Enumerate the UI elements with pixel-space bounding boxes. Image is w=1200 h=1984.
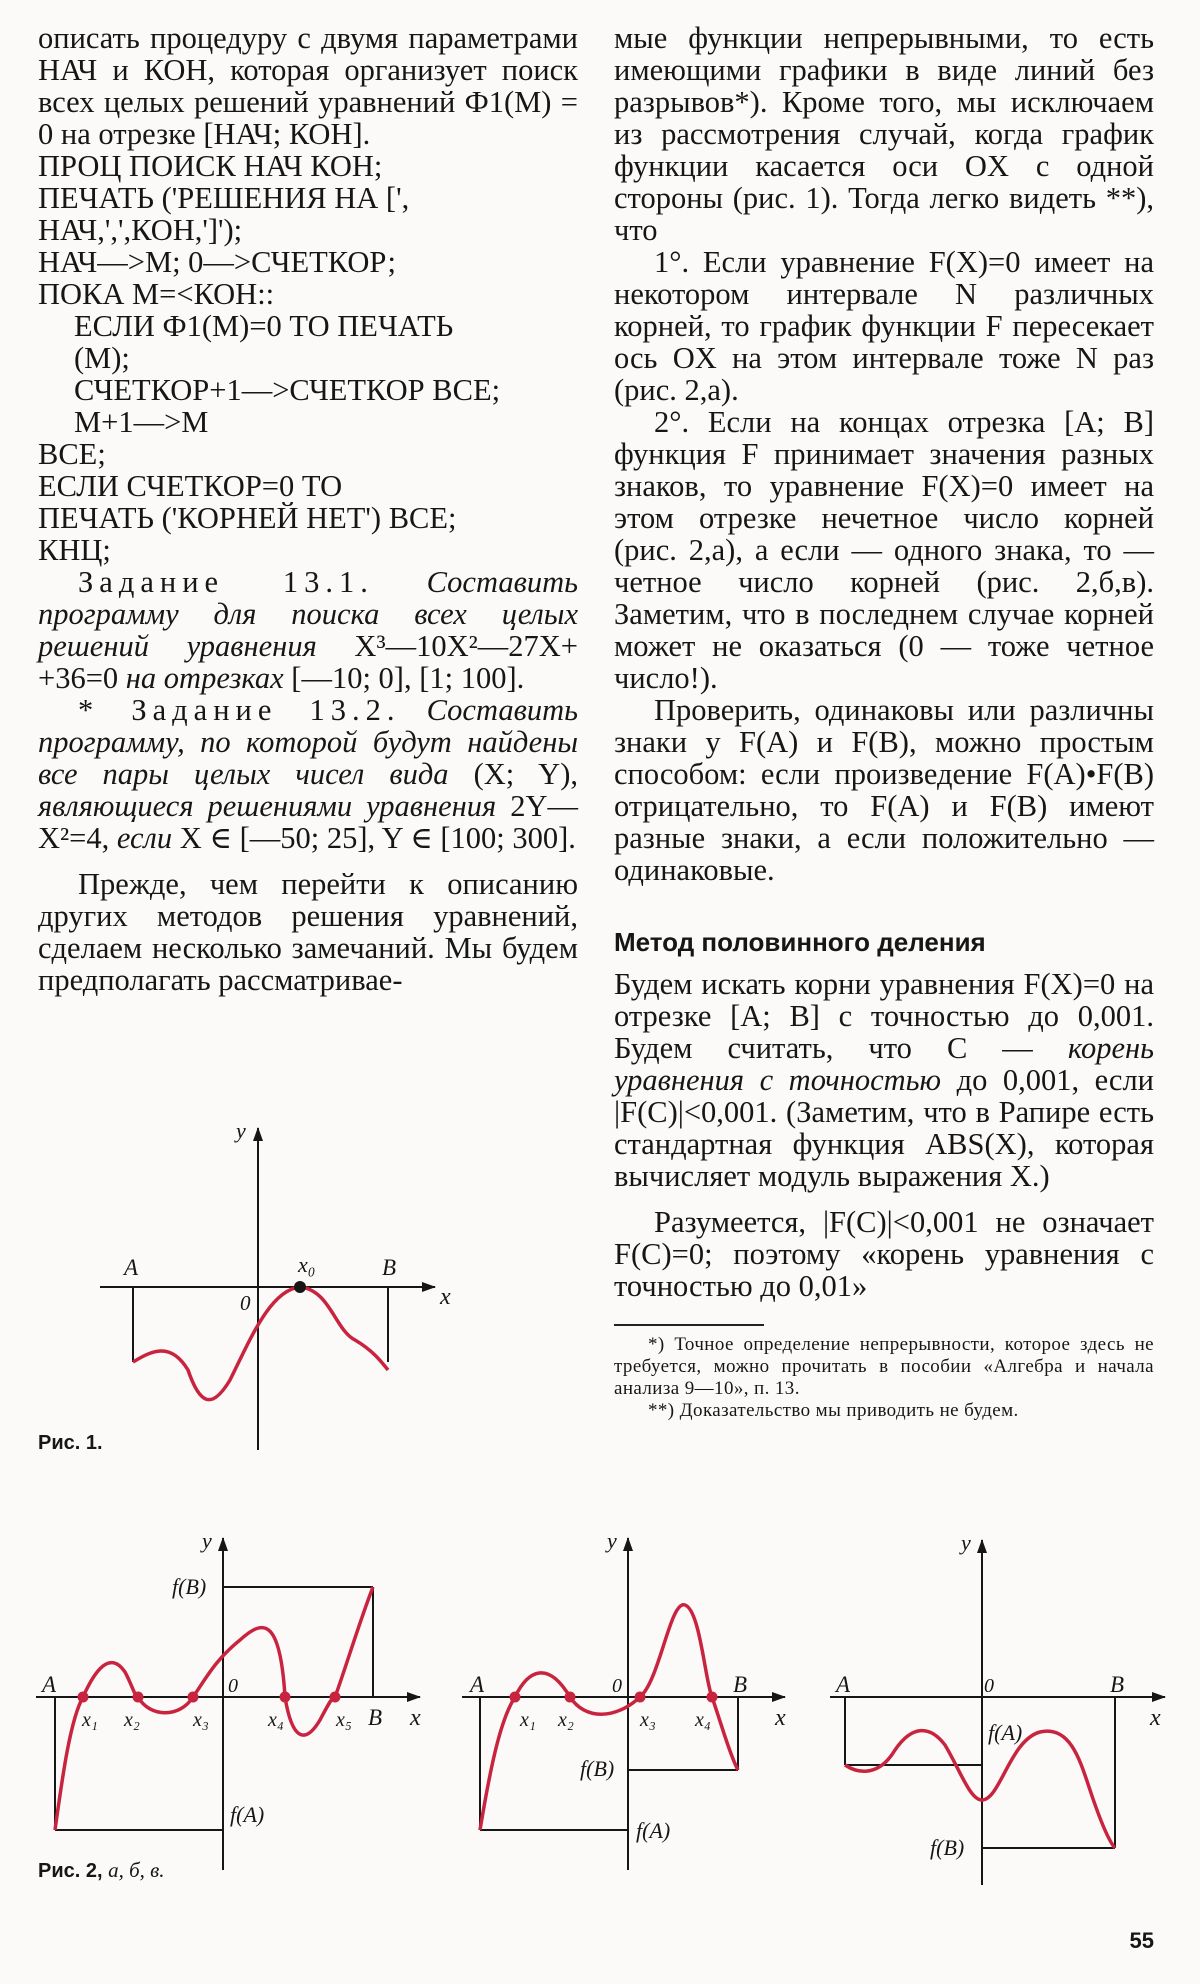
- caption-bold: Рис. 2,: [38, 1860, 103, 1882]
- fa-label: f(A): [636, 1818, 671, 1843]
- root-label: x₄: [268, 1709, 284, 1731]
- x-label: x: [1150, 1705, 1161, 1731]
- origin-label: 0: [240, 1291, 251, 1315]
- code-line: ПОКА М=<КОН::: [38, 277, 275, 311]
- root-label: x₅: [336, 1709, 352, 1731]
- page-number: 55: [1129, 1928, 1154, 1953]
- code-line: (М);: [74, 341, 130, 375]
- y-label: y: [607, 1528, 617, 1553]
- x-label: x: [775, 1705, 786, 1731]
- paragraph: Проверить, одинаковы или различны знаки у F(A) и F(B), можно простым способом: если произведение F(A)•F(B) отрицательно, то F(A) и F(B) имеют разные знаки, а если положительно — одинаковые.: [614, 693, 1154, 887]
- task-text: если: [116, 821, 173, 855]
- a-label: A: [470, 1672, 485, 1697]
- text-span: Будем искать корни уравнения F(X)=0 на отрезке [A; B] с точностью до 0,001. Будем считать, что C —: [614, 967, 1154, 1065]
- task-text: Составить программу для поиска всех целых решений уравнения: [38, 565, 578, 663]
- code-line: КНЦ;: [38, 533, 111, 567]
- b-label: B: [382, 1255, 397, 1280]
- root-label: x₃: [640, 1709, 656, 1731]
- origin-label: 0: [612, 1675, 622, 1697]
- origin-label: 0: [984, 1675, 994, 1697]
- code-line: ПРОЦ ПОИСК НАЧ КОН;: [38, 149, 383, 183]
- text-span: до 0,001, если |F(C)|<0,001. (Заметим, что в Рапире есть стандартная функция ABS(X), которая вычисляет модуль выражения X.): [614, 1063, 1154, 1193]
- code-line: НАЧ,',',КОН,']');: [38, 213, 243, 247]
- code-line: ВСЕ;: [38, 437, 106, 471]
- fa-label: f(A): [230, 1802, 265, 1827]
- task-text: являющиеся решениями уравнения: [38, 789, 497, 823]
- root-label: x₁: [520, 1709, 536, 1731]
- a-label: A: [836, 1672, 851, 1697]
- curve: [845, 1731, 1115, 1848]
- code-line: ПЕЧАТЬ ('КОРНЕЙ НЕТ') ВСЕ;: [38, 501, 457, 535]
- task-text: на отрезках: [125, 661, 284, 695]
- task-condition: X ∈ [—50; 25], Y ∈ [100; 300].: [179, 821, 576, 855]
- y-label: y: [236, 1118, 246, 1143]
- a-label: A: [42, 1672, 57, 1697]
- code-line: ЕСЛИ СЧЕТКОР=0 ТО: [38, 469, 343, 503]
- root-label: x₃: [193, 1709, 209, 1731]
- b-label: B: [1110, 1672, 1125, 1697]
- section-heading: Метод половинного деления: [614, 927, 986, 957]
- y-label: y: [961, 1530, 971, 1555]
- code-line: ПЕЧАТЬ ('РЕШЕНИЯ НА [',: [38, 181, 410, 215]
- figure-2-caption: [38, 1858, 165, 1883]
- task-pair: (X; Y),: [473, 757, 578, 791]
- b-label: B: [733, 1672, 748, 1697]
- paragraph-before: Прежде, чем перейти к описанию других методов решения уравнений, сделаем несколько замечаний. Мы будем предполагать рассматривае-: [38, 867, 578, 997]
- x-label: x: [410, 1705, 421, 1731]
- root-label: x₂: [124, 1709, 140, 1731]
- figure-1-caption: Рис. 1.: [38, 1432, 103, 1454]
- task-equation: 2Y—X²=4,: [38, 789, 579, 855]
- x0-label: x₀: [298, 1252, 316, 1277]
- code-line: НАЧ—>М; 0—>СЧЕТКОР;: [38, 245, 396, 279]
- caption-italic: а, б, в.: [108, 1858, 165, 1882]
- fb-label: f(B): [172, 1574, 207, 1599]
- b-label: B: [368, 1705, 383, 1730]
- task-ranges: [—10; 0], [1; 100].: [291, 661, 525, 695]
- fb-label: f(B): [930, 1835, 965, 1860]
- code-line: ЕСЛИ Ф1(М)=0 ТО ПЕЧАТЬ: [74, 309, 454, 343]
- fb-label: f(B): [580, 1756, 615, 1781]
- paragraph: 1°. Если уравнение F(X)=0 имеет на некотором интервале N различных корней, то график функции F пересекает ось OX на этом интервале тоже N раз (рис. 2,a).: [614, 245, 1154, 407]
- root-label: x₂: [558, 1709, 574, 1731]
- paragraph: мые функции непрерывными, то есть имеющими графики в виде линий без разрывов*). Кроме того, мы исключаем из рассмотрения случай, когда график функции касается оси OX с одной стороны (рис. 1). Тогда легко видеть **), что: [614, 21, 1154, 247]
- code-line: СЧЕТКОР+1—>СЧЕТКОР ВСЕ;: [74, 373, 501, 407]
- intro-paragraph: описать процедуру с двумя параметрами НАЧ и КОН, которая организует поиск всех целых решений уравнений Ф1(М) = 0 на отрезке [НАЧ; КОН].: [38, 21, 578, 151]
- footnote: **) Доказательство мы приводить не будем.: [648, 1400, 1019, 1421]
- paragraph: Разумеется, |F(C)|<0,001 не означает F(C)=0; поэтому «корень уравнения с точностью до 0,01»: [614, 1205, 1154, 1303]
- paragraph: 2°. Если на концах отрезка [A; B] функция F принимает значения разных знаков, то уравнение F(X)=0 имеет на этом отрезке нечетное число корней (рис. 2,a), а если — одного знака, то — четное число корней (рис. 2,б,в). Заметим, что в последнем случае корней может не оказаться (0 — тоже четное число!).: [614, 405, 1154, 695]
- fa-label: f(A): [988, 1720, 1023, 1745]
- x-label: x: [440, 1284, 451, 1310]
- italic-span: корень уравнения с точностью: [614, 1031, 1154, 1097]
- a-label: A: [124, 1255, 139, 1280]
- task-text: Составить программу, по которой будут найдены все пары целых чисел вида: [38, 693, 579, 791]
- origin-label: 0: [228, 1675, 238, 1697]
- root-label: x₁: [82, 1709, 98, 1731]
- y-label: y: [202, 1528, 212, 1553]
- task-label: * Задание 13.2.: [78, 693, 401, 727]
- task-label: Задание 13.1.: [78, 565, 374, 599]
- footnote: *) Точное определение непрерывности, которое здесь не требуется, можно прочитать в пособии «Алгебра и начала анализа 9—10», п. 13.: [614, 1334, 1154, 1399]
- task-equation: X³—10X²—27X+ +36=0: [38, 629, 578, 695]
- code-line: М+1—>М: [74, 405, 209, 439]
- root-label: x₄: [695, 1709, 711, 1731]
